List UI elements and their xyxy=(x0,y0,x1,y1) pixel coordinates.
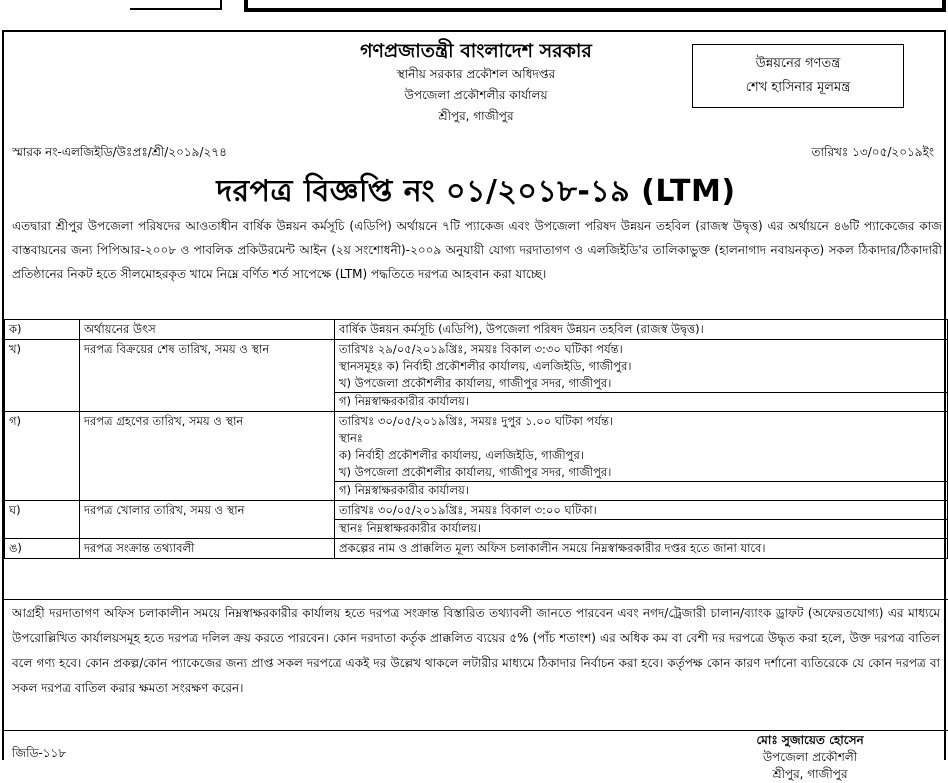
office-location: শ্রীপুর, গাজীপুর xyxy=(438,109,514,123)
detail-line: তারিখঃ ২৯/০৫/২০১৯খ্রিঃ, সময়ঃ বিকাল ৩:৩০ ঘটিকা পর্যন্ত। xyxy=(339,342,623,356)
department-name: স্থানীয় সরকার প্রকৌশল অধিদপ্তর xyxy=(396,67,556,81)
row-details xyxy=(335,539,948,559)
closing-paragraph: আগ্রহী দরদাতাগণ অফিস চলাকালীন সময়ে নিম্নস্বাক্ষরকারীর কার্যালয় হতে দরপত্র সংক্রান্ত বিস্তারিত তথ্যাবলী জানতে পারবেন এবং নগদ/ট্রেজারী চালান/ব্যাংক ড্রাফট (অফেরতযোগ্য) এর মাধ্যমে উপরোল্লিখিত কার্যালয়সমূহ হতে দরপত্র দলিল ক্রয় করতে পারবেন। কোন দরদাতা কর্তৃক প্রাক্কলিত ব্যয়ের ৫% (পাঁচ শতাংশ) এর অধিক কম বা বেশী দর দরপত্রে উদ্ধৃত করা হলে, উক্ত দরপত্র বাতিল বলে গণ্য হবে। কোন প্রকল্প/কোন প্যাকেজের জন্য প্রাপ্ত সকল দরপত্রে একই দর উল্লেখ থাকলে লটারীর মাধ্যমে ঠিকাদার নির্বাচন করা হবে। কর্তৃপক্ষ কোন কারণ দর্শানো ব্যতিরেকে যে কোন দরপত্র বা সকল দরপত্র বাতিল করার ক্ষমতা সংরক্ষণ করেন। xyxy=(4,599,948,731)
row-mark: গ) xyxy=(5,412,80,501)
motto-box xyxy=(692,44,904,108)
notice-title: দরপত্র বিজ্ঞপ্তি নং ০১/২০১৮-১৯ (LTM) xyxy=(216,174,736,209)
row-mark: ঙ) xyxy=(5,539,80,559)
detail-line: ক) নির্বাহী প্রকৌশলীর কার্যালয়, এলজিইডি, গাজীপুর। xyxy=(339,448,584,462)
previous-ad-border-fragment xyxy=(130,0,222,10)
detail-line: তারিখঃ ৩০/০৫/২০১৯খ্রিঃ, সময়ঃ দুপুর ১.০০ ঘটিকা পর্যন্ত। xyxy=(339,414,613,428)
row-item: দরপত্র সংক্রান্ত তথ্যাবলী xyxy=(80,539,335,559)
government-name: গণপ্রজাতন্ত্রী বাংলাদেশ সরকার xyxy=(360,40,592,62)
motto-line-1: উন্নয়নের গণতন্ত্র xyxy=(755,56,841,71)
detail-line: খ) উপজেলা প্রকৌশলীর কার্যালয়, গাজীপুর সদর, গাজীপুর। xyxy=(339,465,612,479)
row-mark: ঘ) xyxy=(5,501,80,539)
row-details xyxy=(335,412,948,501)
detail-line: খ) উপজেলা প্রকৌশলীর কার্যালয়, গাজীপুর সদর, গাজীপুর। xyxy=(339,376,612,390)
row-details xyxy=(335,320,948,340)
signature-block xyxy=(710,732,910,783)
row-item: দরপত্র গ্রহণের তারিখ, সময় ও স্থান xyxy=(80,412,335,501)
signatory-place: শ্রীপুর, গাজীপুর xyxy=(772,767,848,781)
previous-ad-box-fragment xyxy=(244,0,946,12)
signatory-designation: উপজেলা প্রকৌশলী xyxy=(762,750,858,764)
gd-number: জিডি-১১৮ xyxy=(12,746,67,760)
intro-paragraph: এতদ্বারা শ্রীপুর উপজেলা পরিষদের আওতাধীন বার্ষিক উন্নয়ন কর্মসূচি (এডিপি) অর্থায়নে ৭টি প্যাকেজ এবং উপজেলা পরিষদ উন্নয়ন তহবিল (রাজস্ব উদ্বৃত্ত) এর অর্থায়নে ৪৬টি প্যাকেজের কাজ বাস্তবায়নের জন্য পিপিআর-২০০৮ ও পাবলিক প্রকিউরমেন্ট আইন (২য় সংশোধনী)-২০০৯ অনুযায়ী যোগ্য দরদাতাগণ ও এলজিইডি'র তালিকাভুক্ত (হালনাগাদ নবায়নকৃত) সকল ঠিকাদার/ঠিকাদারী প্রতিষ্ঠানের নিকট হতে সীলমোহরকৃত খামে নিম্নে বর্ণিত শর্ত সাপেক্ষে (LTM) পদ্ধতিতে দরপত্র আহবান করা যাচ্ছে। xyxy=(12,219,942,281)
signatory-name: মোঃ সুজায়েত হোসেন xyxy=(756,733,864,747)
tender-notice xyxy=(2,30,946,781)
detail-line: তারিখঃ ৩০/০৫/২০১৯খ্রিঃ, সময়ঃ বিকাল ৩:০০ ঘটিকা। xyxy=(339,503,597,517)
notice-date: তারিখঃ ১৩/০৫/২০১৯ইং xyxy=(811,145,934,159)
memo-number: স্মারক নং-এলজিইডি/উঃপ্রঃ/শ্রী/২০১৯/২৭৪ xyxy=(12,145,227,159)
detail-line: প্রকল্পের নাম ও প্রাক্কলিত মূল্য অফিস চলাকালীন সময়ে নিম্নস্বাক্ষরকারীর দপ্তর হতে জানা যাবে। xyxy=(339,541,766,555)
row-item: দরপত্র বিক্রয়ের শেষ তারিখ, সময় ও স্থান xyxy=(80,340,335,412)
office-name: উপজেলা প্রকৌশলীর কার্যালয় xyxy=(404,88,548,102)
table-row xyxy=(5,340,948,412)
detail-line: স্থানঃ নিম্নস্বাক্ষরকারীর কার্যালয়। xyxy=(335,519,947,537)
row-details xyxy=(335,501,948,539)
table-row xyxy=(5,320,948,340)
tender-details-table xyxy=(4,319,948,559)
row-item: দরপত্র খোলার তারিখ, সময় ও স্থান xyxy=(80,501,335,539)
detail-line: স্থানসমূহঃ ক) নির্বাহী প্রকৌশলীর কার্যালয়, এলজিইডি, গাজীপুর। xyxy=(339,359,632,373)
detail-line: গ) নিম্নস্বাক্ষরকারীর কার্যালয়। xyxy=(335,481,947,499)
detail-line: বার্ষিক উন্নয়ন কর্মসূচি (এডিপি), উপজেলা পরিষদ উন্নয়ন তহবিল (রাজস্ব উদ্বৃত্ত)। xyxy=(339,322,704,336)
table-row xyxy=(5,501,948,539)
row-mark: ক) xyxy=(5,320,80,340)
motto-line-2: শেখ হাসিনার মূলমন্ত্র xyxy=(745,80,851,95)
table-row xyxy=(5,539,948,559)
detail-line: স্থানঃ xyxy=(339,431,363,445)
detail-line: গ) নিম্নস্বাক্ষরকারীর কার্যালয়। xyxy=(335,392,947,410)
table-row xyxy=(5,412,948,501)
row-item: অর্থায়নের উৎস xyxy=(80,320,335,340)
row-details xyxy=(335,340,948,412)
row-mark: খ) xyxy=(5,340,80,412)
